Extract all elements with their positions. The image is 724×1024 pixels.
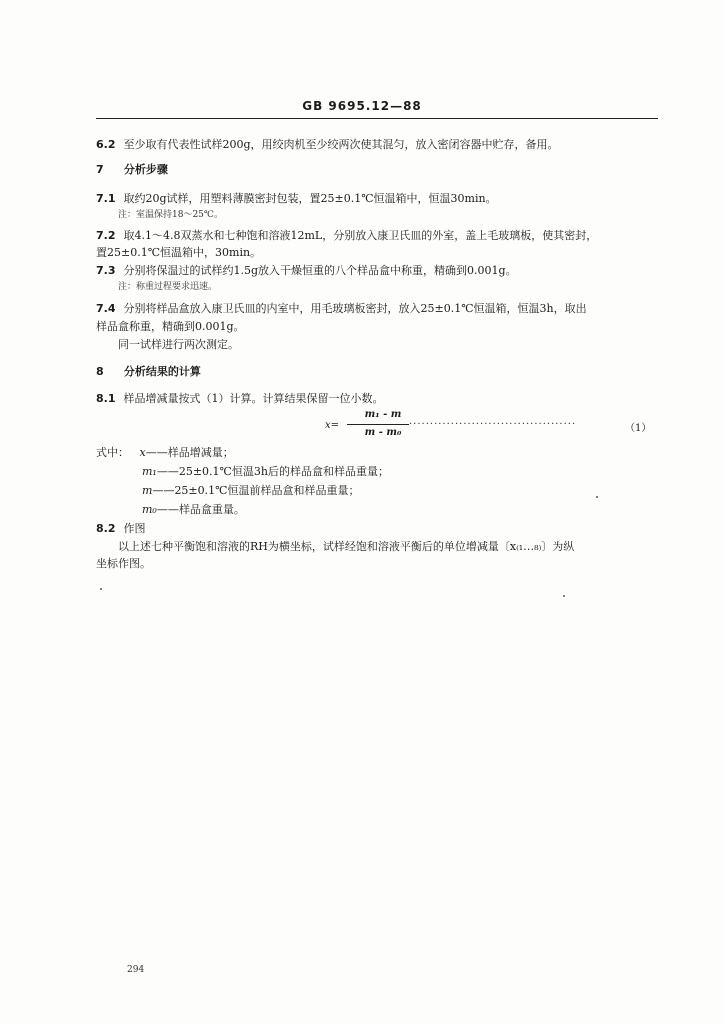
clause-8-2-cont: 坐标作图。 <box>96 557 151 570</box>
def-text: ——25±0.1℃恒温前样品盒和样品重量； <box>152 484 360 497</box>
clause-7-4 <box>96 302 662 315</box>
header-rule <box>96 118 658 119</box>
clause-7-1 <box>96 192 662 205</box>
def-text: ——25±0.1℃恒温3h后的样品盒和样品重量； <box>156 465 389 478</box>
def-symbol: x <box>139 446 146 459</box>
clause-text: 作图 <box>123 522 146 535</box>
clause-text: 分别将样品盒放入康卫氏皿的内室中，用毛玻璃板密封，放入25±0.1℃恒温箱，恒温3h，取出 <box>123 302 587 315</box>
clause-text: 分别将保温过的试样约1.5g放入干燥恒重的八个样品盒中称重，精确到0.001g。 <box>123 264 517 277</box>
indented-line: 以上述七种平衡饱和溶液的RH为横坐标，试样经饱和溶液平衡后的单位增减量〔x₍₁…₈₎〕为纵 <box>118 540 575 553</box>
definition-m1 <box>142 465 708 478</box>
clause-text: 样品增减量按式（1）计算。计算结果保留一位小数。 <box>123 392 384 405</box>
note-line: 注：称重过程要求迅速。 <box>118 282 218 292</box>
formula-lhs: x= <box>325 420 340 431</box>
clause-number: 8.2 <box>96 522 116 535</box>
definition-m <box>142 484 708 497</box>
clause-8-2 <box>96 522 662 535</box>
def-prefix: 式中： <box>96 446 129 459</box>
clause-number: 7.1 <box>96 192 116 205</box>
note-line: 注：室温保持18～25℃。 <box>118 210 223 220</box>
leader-dots: ········································ <box>409 419 577 430</box>
clause-number: 8.1 <box>96 392 116 405</box>
clause-7-3 <box>96 264 662 277</box>
section-title: 分析结果的计算 <box>123 365 201 378</box>
clause-7-2 <box>96 229 662 242</box>
clause-7-4-cont: 样品盒称重，精确到0.001g。 <box>96 320 245 333</box>
clause-8-1 <box>96 392 662 405</box>
def-symbol: m <box>142 484 153 497</box>
section-number: 7 <box>96 163 104 176</box>
clause-number: 7.4 <box>96 302 116 315</box>
formula-1 <box>325 409 660 441</box>
def-symbol: m₁ <box>142 465 157 478</box>
clause-number: 7.2 <box>96 229 116 242</box>
formula-numerator: m₁ - m <box>364 409 402 420</box>
indented-line: 同一试样进行两次测定。 <box>118 338 239 351</box>
clause-number: 7.3 <box>96 264 116 277</box>
equation-number: （1） <box>625 423 652 434</box>
scan-speck <box>100 588 102 590</box>
scan-speck <box>563 595 565 597</box>
section-8-heading <box>96 365 662 378</box>
standard-code-header: GB 9695.12—88 <box>302 99 422 113</box>
def-text: ——样品盒重量。 <box>156 503 245 516</box>
clause-text: 至少取有代表性试样200g，用绞肉机至少绞两次使其混匀，放入密闭容器中贮存，备用。 <box>123 138 559 151</box>
clause-6-2 <box>96 138 662 151</box>
scan-speck <box>596 496 598 498</box>
def-text: ——样品增减量； <box>145 446 234 459</box>
page-number: 294 <box>127 965 145 975</box>
clause-7-2-cont: 置25±0.1℃恒温箱中，30min。 <box>96 246 262 259</box>
fraction-bar <box>347 424 409 425</box>
clause-text: 取4.1～4.8双蒸水和七种饱和溶液12mL，分别放入康卫氏皿的外室，盖上毛玻璃板，使其密封， <box>123 229 598 242</box>
section-7-heading <box>96 163 662 176</box>
clause-number: 6.2 <box>96 138 116 151</box>
section-title: 分析步骤 <box>123 163 168 176</box>
section-number: 8 <box>96 365 104 378</box>
clause-text: 取约20g试样，用塑料薄膜密封包装，置25±0.1℃恒温箱中，恒温30min。 <box>123 192 497 205</box>
definition-x <box>96 446 662 459</box>
definition-m0 <box>142 503 708 516</box>
def-symbol: m₀ <box>142 503 157 516</box>
formula-denominator: m - m₀ <box>364 427 402 438</box>
